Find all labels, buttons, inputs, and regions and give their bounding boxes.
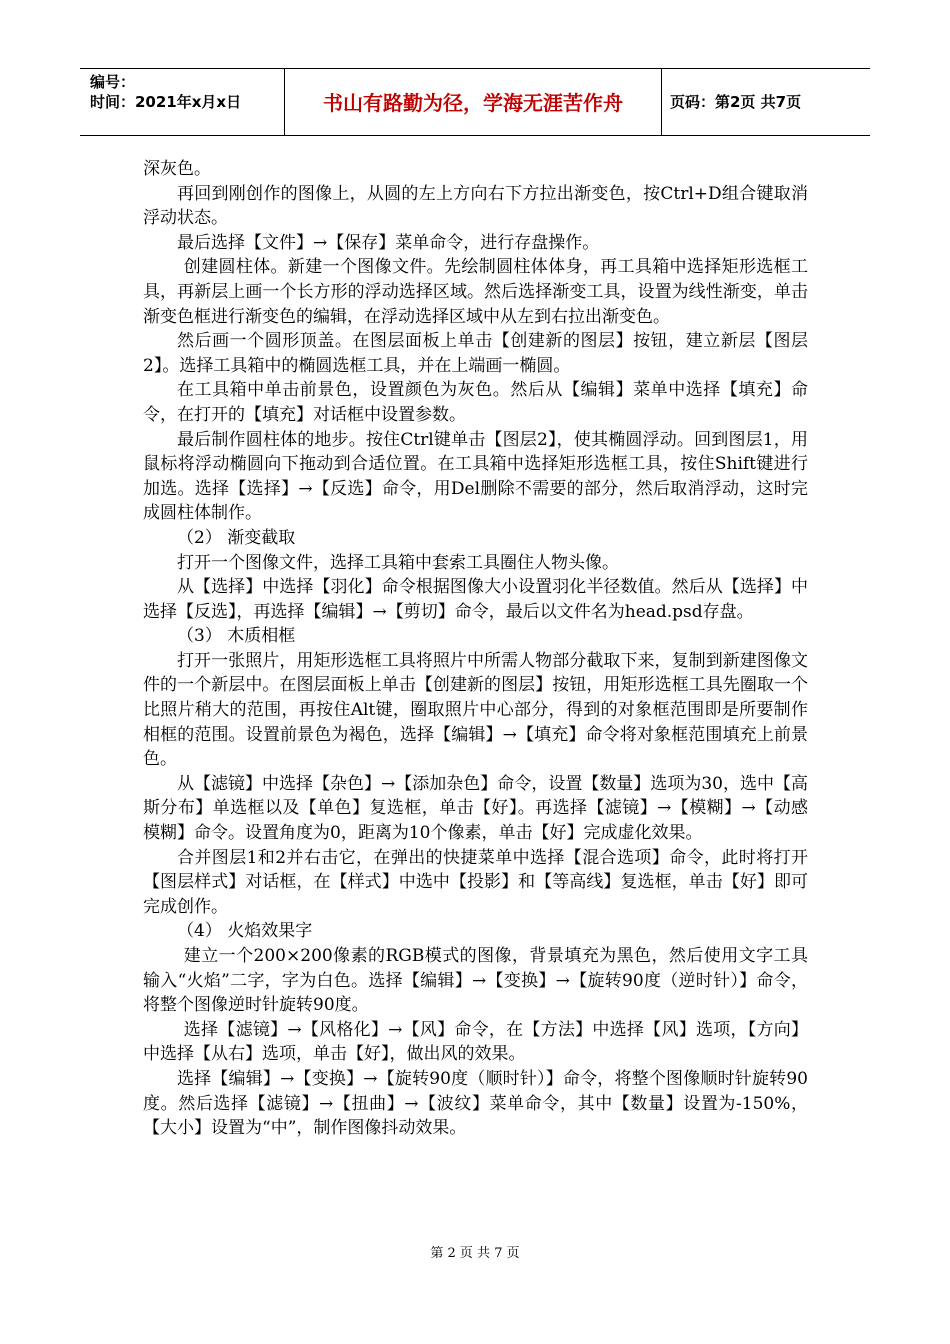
header-page-info: 页码：第2页 共7页 [670, 93, 802, 111]
page-footer: 第 2 页 共 7 页 [430, 1246, 520, 1261]
header-motto: 书山有路勤为径，学海无涯苦作舟 [323, 91, 623, 115]
paragraph: 建立一个200×200像素的RGB模式的图像，背景填充为黑色，然后使用文字工具输入“火焰”二字，字为白色。选择【编辑】→【变换】→【旋转90度（逆时针）】命令，将整个图像逆时针旋转90度。 [143, 946, 808, 1016]
paragraph: 打开一张照片，用矩形选框工具将照片中所需人物部分截取下来，复制到新建图像文件的一个新层中。在图层面板上单击【创建新的图层】按钮，用矩形选框工具先圈取一个比照片稍大的范围，再按住Alt键，圈取照片中心部分，得到的对象框范围即是所要制作相框的范围。设置前景色为褐色，选择【编辑】→【填充】命令将对象框范围填充上前景色。 [143, 650, 808, 770]
document-time-label: 时间：2021年x月x日 [90, 93, 242, 111]
document-body [143, 157, 808, 1141]
header-page-cell [662, 69, 870, 135]
paragraph: 合并图层1和2并右击它，在弹出的快捷菜单中选择【混合选项】命令，此时将打开【图层样式】对话框，在【样式】中选中【投影】和【等高线】复选框，单击【好】即可完成创作。 [143, 847, 808, 917]
paragraph: 深灰色。 [143, 159, 211, 179]
header-motto-cell [285, 69, 662, 135]
header-meta-cell [80, 69, 285, 135]
paragraph: 打开一个图像文件，选择工具箱中套索工具圈住人物头像。 [177, 552, 619, 573]
paragraph: 选择【滤镜】→【风格化】→【风】命令，在【方法】中选择【风】选项，【方向】中选择【从右】选项，单击【好】，做出风的效果。 [143, 1019, 808, 1065]
section-heading: （2） 渐变截取 [177, 527, 296, 548]
paragraph: 最后选择【文件】→【保存】菜单命令，进行存盘操作。 [177, 232, 600, 253]
paragraph: 创建圆柱体。新建一个图像文件。先绘制圆柱体体身，再工具箱中选择矩形选框工具，再新层上画一个长方形的浮动选择区域。然后选择渐变工具，设置为线性渐变，单击渐变色框进行渐变色的编辑，在浮动选择区域中从左到右拉出渐变色。 [143, 257, 808, 327]
section-heading: （4） 火焰效果字 [177, 921, 313, 942]
section-heading: （3） 木质相框 [177, 626, 296, 647]
paragraph: 选择【编辑】→【变换】→【旋转90度（顺时针）】命令，将整个图像顺时针旋转90度。然后选择【滤镜】→【扭曲】→【波纹】菜单命令，其中【数量】设置为-150%，【大小】设置为“中”，制作图像抖动效果。 [143, 1068, 808, 1139]
paragraph: 从【滤镜】中选择【杂色】→【添加杂色】命令，设置【数量】选项为30，选中【高斯分布】单选框以及【单色】复选框，单击【好】。再选择【滤镜】→【模糊】→【动感模糊】命令。设置角度为0，距离为10个像素，单击【好】完成虚化效果。 [143, 773, 808, 844]
paragraph: 然后画一个圆形顶盖。在图层面板上单击【创建新的图层】按钮，建立新层【图层2】。选择工具箱中的椭圆选框工具，并在上端画一椭圆。 [143, 331, 808, 376]
paragraph: 在工具箱中单击前景色，设置颜色为灰色。然后从【编辑】菜单中选择【填充】命令，在打开的【填充】对话框中设置参数。 [143, 380, 808, 425]
paragraph: 从【选择】中选择【羽化】命令根据图像大小设置羽化半径数值。然后从【选择】中选择【反选】，再选择【编辑】→【剪切】命令，最后以文件名为head.psd存盘。 [143, 577, 808, 622]
paragraph: 最后制作圆柱体的地步。按住Ctrl键单击【图层2】，使其椭圆浮动。回到图层1，用鼠标将浮动椭圆向下拖动到合适位置。在工具箱中选择矩形选框工具，按住Shift键进行加选。选择【选择】→【反选】命令，用Del删除不需要的部分，然后取消浮动，这时完成圆柱体制作。 [143, 429, 808, 524]
document-number-label: 编号： [90, 73, 136, 91]
page-header [80, 68, 870, 136]
paragraph: 再回到刚创作的图像上，从圆的左上方向右下方拉出渐变色，按Ctrl+D组合键取消浮动状态。 [143, 183, 808, 229]
